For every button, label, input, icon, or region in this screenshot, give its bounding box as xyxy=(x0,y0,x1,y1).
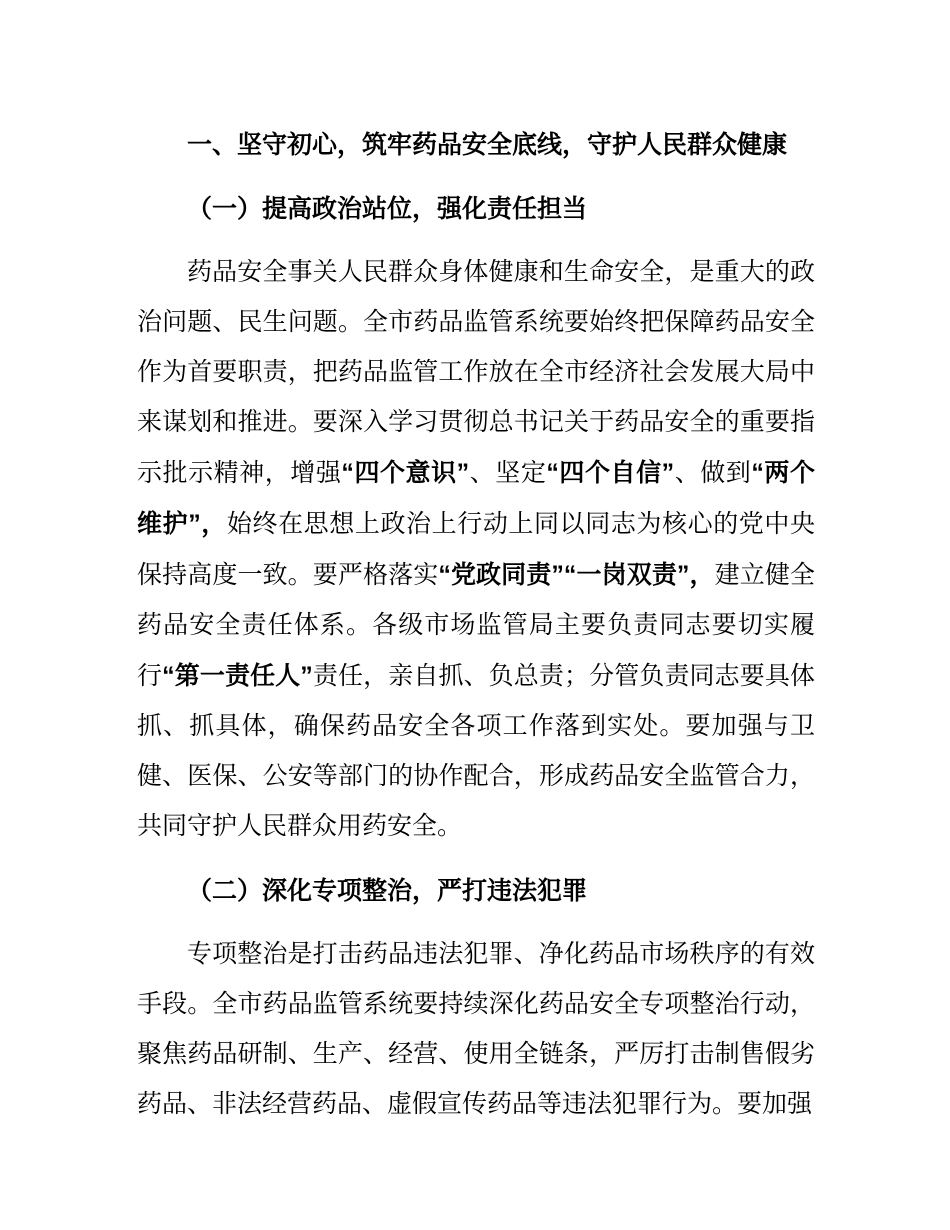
bold-text-run: “第一责任人” xyxy=(162,662,313,690)
bold-text-run: （一）提高政治站位，强化责任担当 xyxy=(187,195,588,223)
text-run: 责任，亲自抓、负总责；分管负责同志要具体抓、抓具体，确保药品安全各项工作落到实处。要加强与卫健、医保、公安等部门的协作配合，形成药品安全监管合力，共同守护人民群众用药安全。 xyxy=(137,663,815,840)
text-run: 专项整治是打击药品违法犯罪、净化药品市场秩序的有效手段。全市药品监管系统要持续深化药品安全专项整治行动，聚焦药品研制、生产、经营、使用全链条，严厉打击制售假劣药品、非法经营药品、虚假宣传药品等违法犯罪行为。要加强 xyxy=(137,941,815,1118)
bold-text-run: （二）深化专项整治，严打违法犯罪 xyxy=(187,877,588,905)
text-run: 建立健全药品安全责任体系。各级市场监管局主要负责同志要切实履行 xyxy=(137,562,815,690)
bold-text-run: 一、坚守初心，筑牢药品安全底线，守护人民群众健康 xyxy=(187,131,788,159)
bold-text-run: “四个自信” xyxy=(546,459,675,487)
bold-text-run: “两个维护”， xyxy=(137,459,815,538)
text-run: 药品安全事关人民群众身体健康和生命安全，是重大的政治问题、民生问题。全市药品监管系统要始终把保障药品安全作为首要职责，把药品监管工作放在全市经济社会发展大局中来谋划和推进。要深入学习贯彻总书记关于药品安全的重要指示批示精神，增强 xyxy=(137,259,815,487)
heading-subsection-2 xyxy=(137,866,815,916)
bold-text-run: “四个意识” xyxy=(341,459,470,487)
text-run: 、坚定 xyxy=(469,460,547,487)
bold-text-run: “党政同责”“一岗双责”， xyxy=(438,561,715,589)
text-run: 始终在思想上政治上行动上同以同志为核心的党中央保持高度一致。要严格落实 xyxy=(137,511,815,589)
paragraph-1 xyxy=(137,248,815,852)
paragraph-2 xyxy=(137,930,815,1130)
heading-section-1 xyxy=(137,120,815,170)
heading-subsection-1 xyxy=(137,184,815,234)
text-run: 、做到 xyxy=(674,460,752,487)
